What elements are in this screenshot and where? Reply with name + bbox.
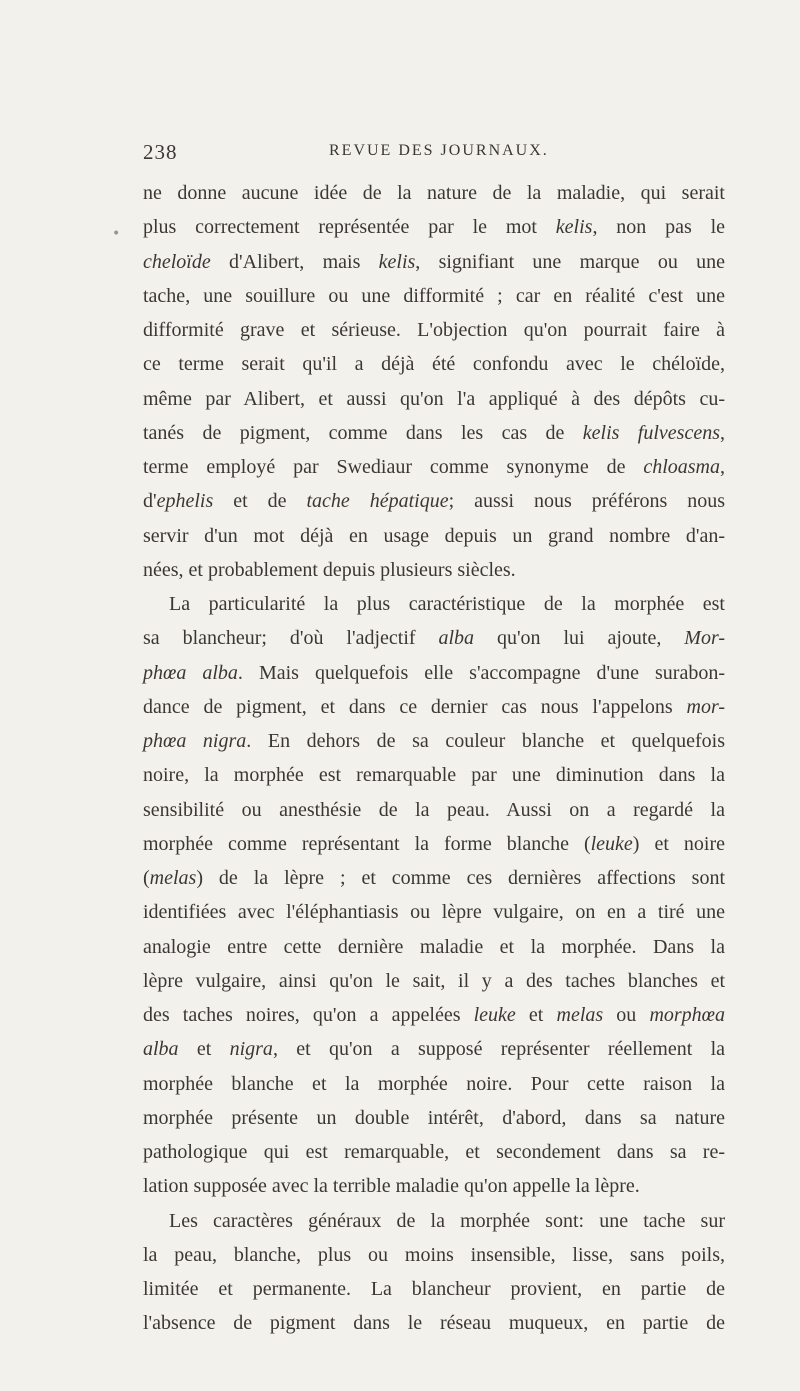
text-line: phœa alba. Mais quelquefois elle s'accompagne d'une surabon- [143,661,725,684]
text-line: dance de pigment, et dans ce dernier cas nous l'appelons mor- [143,695,725,718]
text-line: ce terme serait qu'il a déjà été confondu avec le chéloïde, [143,353,725,376]
text-line: alba et nigra, et qu'on a supposé représenter réellement la [143,1038,726,1061]
text-line: difformité grave et sérieuse. L'objection qu'on pourrait faire à [143,319,725,341]
text-line: d'ephelis et de tache hépatique; aussi nous préférons nous [143,490,726,513]
text-line: terme employé par Swediaur comme synonyme de chloasma, [143,456,725,478]
running-title: REVUE DES JOURNAUX. [329,142,549,159]
text-line: phœa nigra. En dehors de sa couleur blanche et quelquefois [143,730,725,752]
text-line: tanés de pigment, comme dans les cas de kelis fulvescens, [143,421,725,444]
text-line: nées, et probablement depuis plusieurs siècles. [143,558,516,581]
text-line: servir d'un mot déjà en usage depuis un grand nombre d'an- [143,524,725,547]
text-line: (melas) de la lèpre ; et comme ces dernières affections sont [143,867,725,889]
text-line: analogie entre cette dernière maladie et la morphée. Dans la [143,935,725,958]
body-text [143,176,725,1341]
text-line: La particularité la plus caractéristique de la morphée est [169,593,725,615]
text-line: sa blancheur; d'où l'adjectif alba qu'on lui ajoute, Mor- [143,627,725,650]
text-line: même par Alibert, et aussi qu'on l'a appliqué à des dépôts cu- [143,387,725,410]
text-line: morphée présente un double intérêt, d'abord, dans sa nature [143,1106,725,1129]
text-line: Les caractères généraux de la morphée sont: une tache sur [169,1209,725,1232]
text-line: plus correctement représentée par le mot kelis, non pas le [143,216,726,239]
text-line: ne donne aucune idée de la nature de la maladie, qui serait [143,182,725,204]
text-line: la peau, blanche, plus ou moins insensible, lisse, sans poils, [143,1243,725,1266]
text-line: lation supposée avec la terrible maladie qu'on appelle la lèpre. [143,1175,640,1198]
text-line: identifiées avec l'éléphantiasis ou lèpre vulgaire, on en a tiré une [143,901,725,924]
text-line: lèpre vulgaire, ainsi qu'on le sait, il y a des taches blanches et [143,969,725,992]
text-line: limitée et permanente. La blancheur provient, en partie de [143,1278,725,1300]
margin-mark: • [112,226,121,242]
text-line: morphée blanche et la morphée noire. Pour cette raison la [143,1072,725,1095]
page-header [143,140,725,170]
text-line: morphée comme représentant la forme blanche (leuke) et noire [143,832,725,855]
text-line: pathologique qui est remarquable, et secondement dans sa re- [143,1141,725,1163]
text-line: sensibilité ou anesthésie de la peau. Aussi on a regardé la [143,798,725,821]
text-line: l'absence de pigment dans le réseau muqueux, en partie de [143,1312,725,1335]
page-number: 238 [143,140,178,164]
text-line: cheloïde d'Alibert, mais kelis, signifiant une marque ou une [143,250,725,273]
text-line: noire, la morphée est remarquable par une diminution dans la [143,764,725,787]
text-line: tache, une souillure ou une difformité ; car en réalité c'est une [143,284,725,307]
text-line: des taches noires, qu'on a appelées leuke et melas ou morphœa [143,1004,726,1026]
